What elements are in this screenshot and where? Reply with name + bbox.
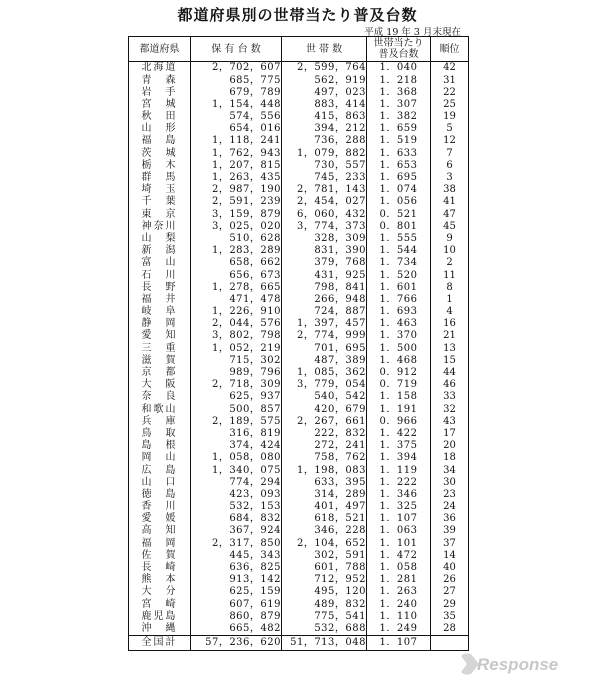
households-cell: 420，679 xyxy=(282,403,367,415)
households-cell: 495，120 xyxy=(282,586,367,598)
table-row xyxy=(129,574,469,586)
households-cell: 497，023 xyxy=(282,86,367,98)
per-household-cell: 1．544 xyxy=(367,245,431,257)
rank-cell: 22 xyxy=(443,86,456,98)
pref-cell: 三 重 xyxy=(129,342,191,354)
owned-cell: 636，825 xyxy=(191,562,282,574)
per-household-cell: 1．375 xyxy=(367,440,431,452)
pref-cell: 石 川 xyxy=(129,269,191,281)
households-cell: 314，289 xyxy=(282,489,367,501)
owned-cell: 3，802，798 xyxy=(191,330,282,342)
per-household-cell: 1．472 xyxy=(367,550,431,562)
pref-cell: 群 馬 xyxy=(129,172,191,184)
pref-cell: 愛 知 xyxy=(129,330,191,342)
per-household-cell: 1．519 xyxy=(367,135,431,147)
pref-cell: 大 阪 xyxy=(129,379,191,391)
table-row xyxy=(129,391,469,403)
households-cell: 487，389 xyxy=(282,355,367,367)
table-row xyxy=(129,184,469,196)
per-household-cell: 1．222 xyxy=(367,476,431,488)
owned-cell: 2，044，576 xyxy=(191,318,282,330)
per-household-cell: 1．249 xyxy=(367,623,431,636)
table-row xyxy=(129,74,469,86)
rank-cell: 44 xyxy=(443,367,456,379)
table-row xyxy=(129,233,469,245)
households-cell: 2，267，661 xyxy=(282,415,367,427)
pref-cell: 福 井 xyxy=(129,294,191,306)
per-household-cell: 1．633 xyxy=(367,147,431,159)
table-row xyxy=(129,245,469,257)
owned-cell: 2，591，239 xyxy=(191,196,282,208)
total-households: 51，713，048 xyxy=(282,635,367,650)
pref-cell: 熊 本 xyxy=(129,574,191,586)
owned-cell: 658，662 xyxy=(191,257,282,269)
rank-cell: 9 xyxy=(446,232,453,244)
households-cell: 2，104，652 xyxy=(282,537,367,549)
per-household-cell: 1．263 xyxy=(367,586,431,598)
table-row xyxy=(129,623,469,636)
table-row xyxy=(129,208,469,220)
owned-cell: 471，478 xyxy=(191,294,282,306)
rank-cell: 28 xyxy=(443,622,456,634)
owned-cell: 2，317，850 xyxy=(191,537,282,549)
per-household-cell: 1．601 xyxy=(367,281,431,293)
rank-cell: 33 xyxy=(443,391,456,403)
households-cell: 302，591 xyxy=(282,550,367,562)
table-row xyxy=(129,257,469,269)
per-household-cell: 1．240 xyxy=(367,598,431,610)
pref-cell: 鹿児島 xyxy=(129,610,191,622)
pref-cell: 和歌山 xyxy=(129,403,191,415)
per-household-cell: 1．218 xyxy=(367,74,431,86)
households-cell: 562，919 xyxy=(282,74,367,86)
households-cell: 532，688 xyxy=(282,623,367,636)
pref-cell: 長 崎 xyxy=(129,562,191,574)
households-cell: 724，887 xyxy=(282,306,367,318)
owned-cell: 685，775 xyxy=(191,74,282,86)
per-household-cell: 1．058 xyxy=(367,562,431,574)
header-rank: 順位 xyxy=(431,37,469,62)
per-household-cell: 1．110 xyxy=(367,610,431,622)
table-row xyxy=(129,86,469,98)
pref-cell: 鳥 取 xyxy=(129,428,191,440)
owned-cell: 1，340，075 xyxy=(191,464,282,476)
households-cell: 1，079，882 xyxy=(282,147,367,159)
owned-cell: 1，278，665 xyxy=(191,281,282,293)
rank-cell: 3 xyxy=(446,172,453,184)
table-row xyxy=(129,415,469,427)
owned-cell: 1，226，910 xyxy=(191,306,282,318)
per-household-cell: 1．422 xyxy=(367,428,431,440)
per-household-cell: 1．281 xyxy=(367,574,431,586)
households-cell: 2，774，999 xyxy=(282,330,367,342)
owned-cell: 423，093 xyxy=(191,489,282,501)
pref-cell: 宮 崎 xyxy=(129,598,191,610)
pref-cell: 福 島 xyxy=(129,135,191,147)
rank-cell: 8 xyxy=(446,281,453,293)
rank-cell: 7 xyxy=(446,147,453,159)
pref-cell: 山 口 xyxy=(129,476,191,488)
owned-cell: 625，937 xyxy=(191,391,282,403)
table-row xyxy=(129,489,469,501)
table-row xyxy=(129,440,469,452)
table-row xyxy=(129,379,469,391)
owned-cell: 1，263，435 xyxy=(191,172,282,184)
owned-cell: 316，819 xyxy=(191,428,282,440)
rank-cell: 5 xyxy=(446,123,453,135)
table-row xyxy=(129,294,469,306)
pref-cell: 栃 木 xyxy=(129,160,191,172)
table-row xyxy=(129,196,469,208)
rank-cell: 21 xyxy=(443,330,456,342)
households-cell: 2，781，143 xyxy=(282,184,367,196)
households-cell: 633，395 xyxy=(282,476,367,488)
households-cell: 266，948 xyxy=(282,294,367,306)
pref-cell: 岐 阜 xyxy=(129,306,191,318)
households-cell: 401，497 xyxy=(282,501,367,513)
table-row xyxy=(129,610,469,622)
table-row xyxy=(129,355,469,367)
owned-cell: 1，058，080 xyxy=(191,452,282,464)
households-cell: 540，542 xyxy=(282,391,367,403)
per-household-cell: 1．074 xyxy=(367,184,431,196)
table-row xyxy=(129,342,469,354)
per-household-cell: 1．500 xyxy=(367,342,431,354)
pref-cell: 岡 山 xyxy=(129,452,191,464)
per-household-cell: 1．191 xyxy=(367,403,431,415)
table-row xyxy=(129,99,469,111)
per-household-cell: 1．040 xyxy=(367,62,431,75)
owned-cell: 679，789 xyxy=(191,86,282,98)
households-cell: 1，198，083 xyxy=(282,464,367,476)
pref-cell: 兵 庫 xyxy=(129,415,191,427)
rank-cell: 39 xyxy=(443,525,456,537)
per-household-cell: 1．101 xyxy=(367,537,431,549)
pref-cell: 静 岡 xyxy=(129,318,191,330)
table-row xyxy=(129,318,469,330)
pref-cell: 徳 島 xyxy=(129,489,191,501)
rank-cell: 11 xyxy=(443,269,456,281)
per-household-cell: 0．719 xyxy=(367,379,431,391)
rank-cell: 18 xyxy=(443,452,456,464)
rank-cell: 46 xyxy=(443,379,456,391)
rank-cell: 29 xyxy=(443,598,456,610)
total-label: 全国計 xyxy=(129,635,191,650)
per-household-cell: 0．801 xyxy=(367,220,431,232)
owned-cell: 860，879 xyxy=(191,610,282,622)
logo-text: Response xyxy=(477,655,559,674)
rank-cell: 34 xyxy=(443,464,456,476)
per-household-cell: 1．695 xyxy=(367,172,431,184)
per-household-cell: 1．653 xyxy=(367,160,431,172)
table-row xyxy=(129,123,469,135)
owned-cell: 3，025，020 xyxy=(191,220,282,232)
table-row xyxy=(129,513,469,525)
owned-cell: 445，343 xyxy=(191,550,282,562)
per-household-cell: 1．555 xyxy=(367,233,431,245)
per-household-cell: 1．346 xyxy=(367,489,431,501)
owned-cell: 374，424 xyxy=(191,440,282,452)
owned-cell: 625，159 xyxy=(191,586,282,598)
total-rank xyxy=(431,635,469,650)
table-row xyxy=(129,160,469,172)
pref-cell: 北海道 xyxy=(129,62,191,75)
pref-cell: 宮 城 xyxy=(129,99,191,111)
pref-cell: 福 岡 xyxy=(129,537,191,549)
owned-cell: 715，302 xyxy=(191,355,282,367)
table-row xyxy=(129,476,469,488)
owned-cell: 500，857 xyxy=(191,403,282,415)
rank-cell: 10 xyxy=(443,245,456,257)
households-cell: 346，228 xyxy=(282,525,367,537)
pref-cell: 新 潟 xyxy=(129,245,191,257)
per-household-cell: 1．766 xyxy=(367,294,431,306)
rank-cell: 32 xyxy=(443,403,456,415)
households-cell: 701，695 xyxy=(282,342,367,354)
households-cell: 415，863 xyxy=(282,111,367,123)
owned-cell: 684，832 xyxy=(191,513,282,525)
households-cell: 394，212 xyxy=(282,123,367,135)
per-household-cell: 0．912 xyxy=(367,367,431,379)
owned-cell: 989，796 xyxy=(191,367,282,379)
owned-cell: 510，628 xyxy=(191,233,282,245)
households-cell: 883，414 xyxy=(282,99,367,111)
rank-cell: 36 xyxy=(443,513,456,525)
households-cell: 328，309 xyxy=(282,233,367,245)
owned-cell: 1，283，289 xyxy=(191,245,282,257)
pref-cell: 島 根 xyxy=(129,440,191,452)
rank-cell: 40 xyxy=(443,562,456,574)
households-cell: 618，521 xyxy=(282,513,367,525)
table-row xyxy=(129,598,469,610)
pref-cell: 岩 手 xyxy=(129,86,191,98)
per-household-cell: 1．063 xyxy=(367,525,431,537)
table-row xyxy=(129,537,469,549)
rank-cell: 42 xyxy=(443,62,456,74)
owned-cell: 654，016 xyxy=(191,123,282,135)
table-row xyxy=(129,525,469,537)
owned-cell: 2，987，190 xyxy=(191,184,282,196)
rank-cell: 16 xyxy=(443,318,456,330)
households-cell: 1，085，362 xyxy=(282,367,367,379)
pref-cell: 東 京 xyxy=(129,208,191,220)
table-row xyxy=(129,452,469,464)
rank-cell: 30 xyxy=(443,476,456,488)
per-household-cell: 1．659 xyxy=(367,123,431,135)
households-cell: 3，774，373 xyxy=(282,220,367,232)
per-household-cell: 1．520 xyxy=(367,269,431,281)
rank-cell: 2 xyxy=(446,257,453,269)
rank-cell: 38 xyxy=(443,184,456,196)
per-household-cell: 1．734 xyxy=(367,257,431,269)
rank-cell: 23 xyxy=(443,488,456,500)
table-row xyxy=(129,428,469,440)
owned-cell: 1，207，815 xyxy=(191,160,282,172)
households-cell: 3，779，054 xyxy=(282,379,367,391)
table-row xyxy=(129,367,469,379)
table-row xyxy=(129,281,469,293)
pref-cell: 香 川 xyxy=(129,501,191,513)
households-cell: 745，233 xyxy=(282,172,367,184)
rank-cell: 31 xyxy=(443,74,456,86)
total-row xyxy=(129,635,469,650)
table-row xyxy=(129,135,469,147)
table-row xyxy=(129,62,469,75)
table-row xyxy=(129,147,469,159)
rank-cell: 25 xyxy=(443,98,456,110)
rank-cell: 37 xyxy=(443,537,456,549)
households-cell: 272，241 xyxy=(282,440,367,452)
rank-cell: 27 xyxy=(443,586,456,598)
rank-cell: 24 xyxy=(443,501,456,513)
table-row xyxy=(129,550,469,562)
pref-cell: 神奈川 xyxy=(129,220,191,232)
table-row xyxy=(129,562,469,574)
rank-cell: 14 xyxy=(443,549,456,561)
rank-cell: 45 xyxy=(443,220,456,232)
owned-cell: 3，159，879 xyxy=(191,208,282,220)
per-household-cell: 1．119 xyxy=(367,464,431,476)
pref-cell: 埼 玉 xyxy=(129,184,191,196)
pref-cell: 千 葉 xyxy=(129,196,191,208)
pref-cell: 山 形 xyxy=(129,123,191,135)
owned-cell: 2，718，309 xyxy=(191,379,282,391)
owned-cell: 1，118，241 xyxy=(191,135,282,147)
table-row xyxy=(129,501,469,513)
pref-cell: 沖 縄 xyxy=(129,623,191,636)
rank-cell: 35 xyxy=(443,610,456,622)
pref-cell: 大 分 xyxy=(129,586,191,598)
rank-cell: 41 xyxy=(443,196,456,208)
rank-cell: 17 xyxy=(443,427,456,439)
pref-cell: 青 森 xyxy=(129,74,191,86)
per-household-cell: 0．966 xyxy=(367,415,431,427)
table-row xyxy=(129,403,469,415)
per-household-cell: 1．158 xyxy=(367,391,431,403)
households-cell: 712，952 xyxy=(282,574,367,586)
pref-cell: 広 島 xyxy=(129,464,191,476)
owned-cell: 367，924 xyxy=(191,525,282,537)
households-cell: 601，788 xyxy=(282,562,367,574)
households-cell: 736，288 xyxy=(282,135,367,147)
pref-cell: 茨 城 xyxy=(129,147,191,159)
per-household-cell: 1．463 xyxy=(367,318,431,330)
rank-cell: 15 xyxy=(443,354,456,366)
pref-cell: 滋 賀 xyxy=(129,355,191,367)
households-cell: 431，925 xyxy=(282,269,367,281)
households-cell: 222，832 xyxy=(282,428,367,440)
pref-cell: 奈 良 xyxy=(129,391,191,403)
pref-cell: 富 山 xyxy=(129,257,191,269)
households-cell: 489，832 xyxy=(282,598,367,610)
households-cell: 6，060，432 xyxy=(282,208,367,220)
response-logo-watermark xyxy=(457,650,577,678)
rank-cell: 12 xyxy=(443,135,456,147)
table-row xyxy=(129,269,469,281)
per-household-cell: 1．394 xyxy=(367,452,431,464)
owned-cell: 665，482 xyxy=(191,623,282,636)
owned-cell: 574，556 xyxy=(191,111,282,123)
households-cell: 758，762 xyxy=(282,452,367,464)
households-cell: 379，768 xyxy=(282,257,367,269)
rank-cell: 6 xyxy=(446,159,453,171)
header-pref: 都道府県 xyxy=(129,37,191,62)
table-row xyxy=(129,111,469,123)
rank-cell: 1 xyxy=(446,293,453,305)
households-cell: 2，454，027 xyxy=(282,196,367,208)
per-household-cell: 1．370 xyxy=(367,330,431,342)
total-owned: 57，236，620 xyxy=(191,635,282,650)
per-household-cell: 1．107 xyxy=(367,513,431,525)
table-row xyxy=(129,464,469,476)
pref-cell: 秋 田 xyxy=(129,111,191,123)
owned-cell: 1，052，219 xyxy=(191,342,282,354)
table-row xyxy=(129,220,469,232)
rank-cell: 20 xyxy=(443,440,456,452)
households-cell: 2，599，764 xyxy=(282,62,367,75)
owned-cell: 607，619 xyxy=(191,598,282,610)
rank-cell: 4 xyxy=(446,306,453,318)
owned-cell: 656，673 xyxy=(191,269,282,281)
rank-cell: 26 xyxy=(443,574,456,586)
rank-cell: 47 xyxy=(443,208,456,220)
per-household-cell: 1．307 xyxy=(367,99,431,111)
households-cell: 831，390 xyxy=(282,245,367,257)
per-household-cell: 1．468 xyxy=(367,355,431,367)
owned-cell: 2，702，607 xyxy=(191,62,282,75)
pref-cell: 愛 媛 xyxy=(129,513,191,525)
per-household-cell: 1．382 xyxy=(367,111,431,123)
pref-cell: 京 都 xyxy=(129,367,191,379)
owned-cell: 913，142 xyxy=(191,574,282,586)
car-ownership-table xyxy=(128,36,469,651)
table-row xyxy=(129,586,469,598)
per-household-cell: 0．521 xyxy=(367,208,431,220)
per-household-cell: 1．325 xyxy=(367,501,431,513)
page-title: 都道府県別の世帯当たり普及台数 xyxy=(177,6,418,24)
rank-cell: 19 xyxy=(443,111,456,123)
header-households: 世 帯 数 xyxy=(282,37,367,62)
total-per-household: 1．107 xyxy=(367,635,431,650)
pref-cell: 長 野 xyxy=(129,281,191,293)
households-cell: 730，557 xyxy=(282,160,367,172)
households-cell: 1，397，457 xyxy=(282,318,367,330)
owned-cell: 1，154，448 xyxy=(191,99,282,111)
rank-cell: 13 xyxy=(443,342,456,354)
pref-cell: 佐 賀 xyxy=(129,550,191,562)
header-row xyxy=(129,37,469,62)
owned-cell: 532，153 xyxy=(191,501,282,513)
table-row xyxy=(129,306,469,318)
header-per-household: 世帯当たり 普及台数 xyxy=(367,37,431,62)
pref-cell: 山 梨 xyxy=(129,233,191,245)
households-cell: 775，541 xyxy=(282,610,367,622)
rank-cell: 43 xyxy=(443,415,456,427)
per-household-cell: 1．056 xyxy=(367,196,431,208)
header-owned: 保 有 台 数 xyxy=(191,37,282,62)
owned-cell: 774，294 xyxy=(191,476,282,488)
households-cell: 798，841 xyxy=(282,281,367,293)
date-note: 平成 19 年 3 月末現在 xyxy=(364,27,461,38)
owned-cell: 2，189，575 xyxy=(191,415,282,427)
owned-cell: 1，762，943 xyxy=(191,147,282,159)
table-row xyxy=(129,172,469,184)
table-row xyxy=(129,330,469,342)
per-household-cell: 1．368 xyxy=(367,86,431,98)
per-household-cell: 1．693 xyxy=(367,306,431,318)
pref-cell: 高 知 xyxy=(129,525,191,537)
